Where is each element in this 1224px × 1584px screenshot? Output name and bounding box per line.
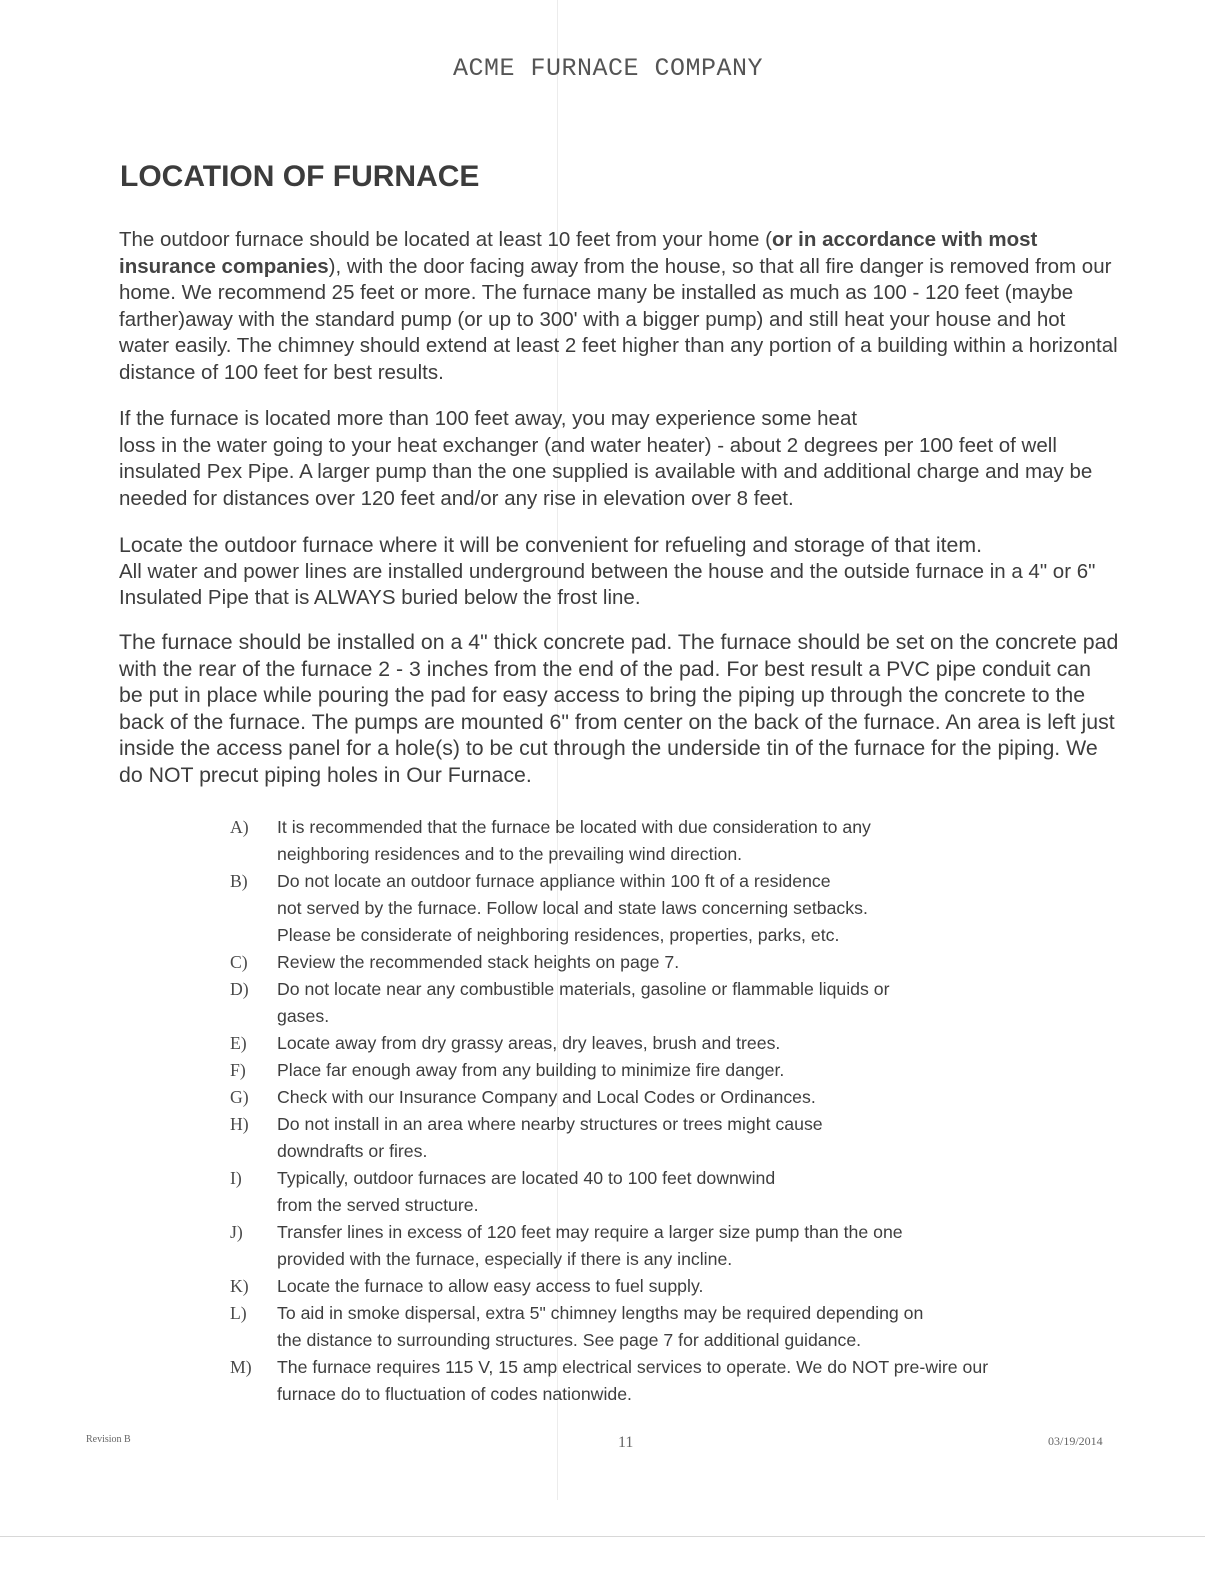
list-item-line: neighboring residences and to the prevailing wind direction.	[277, 844, 743, 864]
paragraph-2-line-1: If the furnace is located more than 100 feet away, you may experience some heat	[119, 407, 858, 430]
list-item-text	[277, 1354, 1100, 1408]
list-item	[230, 814, 1100, 868]
list-item-text	[277, 1219, 1100, 1273]
list-item-marker: A)	[230, 817, 249, 837]
list-item-text	[277, 1030, 1100, 1057]
list-item-text	[277, 868, 1100, 949]
list-item-marker: I)	[230, 1168, 242, 1188]
list-item-marker: K)	[230, 1276, 249, 1296]
list-item-text	[277, 1273, 1100, 1300]
list-item-line: Place far enough away from any building to minimize fire danger.	[277, 1060, 785, 1080]
list-item-marker: C)	[230, 952, 248, 972]
list-item-text	[277, 1084, 1100, 1111]
list-item-text	[277, 814, 1100, 868]
list-item-line: downdrafts or fires.	[277, 1141, 428, 1161]
list-item-line: Do not install in an area where nearby structures or trees might cause	[277, 1114, 823, 1134]
list-item	[230, 1273, 1100, 1300]
list-item	[230, 949, 1100, 976]
list-item-line: It is recommended that the furnace be located with due consideration to any	[277, 817, 871, 837]
paragraph-4: The furnace should be installed on a 4" thick concrete pad. The furnace should be set on the concrete pad with the rear of the furnace 2 - 3 inches from the end of the pad. For best result a PVC pipe conduit can be put in place while pouring the pad for easy access to bring the piping up through the concrete to the back of the furnace. The pumps are mounted 6" from center on the back of the furnace. An area is left just inside the access panel for a hole(s) to be cut through the underside tin of the furnace for the piping. We do NOT precut piping holes in Our Furnace.	[119, 630, 1119, 787]
paragraph-1	[119, 227, 1119, 387]
list-item-text	[277, 949, 1100, 976]
company-header: ACME FURNACE COMPANY	[452, 54, 764, 83]
list-item-line: To aid in smoke dispersal, extra 5" chimney lengths may be required depending on	[277, 1303, 924, 1323]
footer-date: 03/19/2014	[1048, 1434, 1103, 1448]
footer-page-number: 11	[618, 1434, 634, 1451]
list-item	[230, 1030, 1100, 1057]
guideline-list	[230, 814, 1100, 1408]
list-item-line: provided with the furnace, especially if there is any incline.	[277, 1249, 733, 1269]
list-item-marker: B)	[230, 871, 248, 891]
list-item-marker: F)	[230, 1060, 246, 1080]
list-item-marker: M)	[230, 1357, 252, 1377]
list-item-line: Transfer lines in excess of 120 feet may require a larger size pump than the one	[277, 1222, 903, 1242]
list-item-line: furnace do to fluctuation of codes nationwide.	[277, 1384, 632, 1404]
page-title: LOCATION OF FURNACE	[120, 160, 480, 193]
list-item	[230, 1111, 1100, 1165]
list-item-text	[277, 1057, 1100, 1084]
list-item-line: Do not locate near any combustible materials, gasoline or flammable liquids or	[277, 979, 890, 999]
list-item-line: Review the recommended stack heights on page 7.	[277, 952, 680, 972]
list-item-line: from the served structure.	[277, 1195, 479, 1215]
paragraph-3-lead: Locate the outdoor furnace where it will be convenient for refueling and storage of that item.	[119, 533, 983, 557]
list-item-line: Check with our Insurance Company and Local Codes or Ordinances.	[277, 1087, 816, 1107]
list-item-line: Do not locate an outdoor furnace appliance within 100 ft of a residence	[277, 871, 831, 891]
list-item-line: Please be considerate of neighboring residences, properties, parks, etc.	[277, 925, 840, 945]
list-item	[230, 1219, 1100, 1273]
list-item-marker: J)	[230, 1222, 243, 1242]
list-item-line: Locate the furnace to allow easy access to fuel supply.	[277, 1276, 704, 1296]
list-item	[230, 1354, 1100, 1408]
list-item-line: the distance to surrounding structures. See page 7 for additional guidance.	[277, 1330, 862, 1350]
paragraph-3	[119, 532, 1119, 612]
list-item-line: Typically, outdoor furnaces are located 40 to 100 feet downwind	[277, 1168, 776, 1188]
list-item	[230, 868, 1100, 949]
list-item-line: The furnace requires 115 V, 15 amp electrical services to operate. We do NOT pre-wire our	[277, 1357, 989, 1377]
list-item-text	[277, 1165, 1100, 1219]
list-item-line: gases.	[277, 1006, 330, 1026]
list-item	[230, 1300, 1100, 1354]
list-item	[230, 976, 1100, 1030]
paragraph-1-text-c: ), with the door facing away from the house, so that all fire danger is removed from our home. We recommend 25 feet or more. The furnace many be installed as much as 100 - 120 feet (maybe farther)away with the standard pump (or up to 300' with a bigger pump) and still heat your house and hot water easily. The chimney should extend at least 2 feet higher than any portion of a building within a horizontal distance of 100 feet for best results.	[119, 254, 1118, 384]
list-item-marker: H)	[230, 1114, 249, 1134]
list-item-text	[277, 1111, 1100, 1165]
list-item-line: Locate away from dry grassy areas, dry leaves, brush and trees.	[277, 1033, 781, 1053]
footer-revision: Revision B	[86, 1434, 131, 1445]
list-item-marker: E)	[230, 1033, 247, 1053]
list-item	[230, 1057, 1100, 1084]
paragraph-3-rest: All water and power lines are installed underground between the house and the outside furnace in a 4" or 6" Insulated Pipe that is ALWAYS buried below the frost line.	[119, 559, 1096, 610]
list-item-marker: L)	[230, 1303, 247, 1323]
paragraph-1-bold: or in accordance with most insurance companies	[119, 228, 1038, 278]
paragraph-1-text-a: The outdoor furnace should be located at least 10 feet from your home (	[119, 228, 772, 251]
scan-edge-line	[0, 1536, 1205, 1537]
list-item	[230, 1084, 1100, 1111]
list-item-text	[277, 1300, 1100, 1354]
list-item	[230, 1165, 1100, 1219]
paragraph-2	[119, 406, 1119, 512]
list-item-line: not served by the furnace. Follow local and state laws concerning setbacks.	[277, 898, 868, 918]
list-item-marker: G)	[230, 1087, 249, 1107]
paragraph-2-line-2: loss in the water going to your heat exchanger (and water heater) - about 2 degrees per 100 feet of well insulated Pex Pipe. A larger pump than the one supplied is available with and additional charge and may be needed for distances over 120 feet and/or any rise in elevation over 8 feet.	[119, 433, 1093, 510]
list-item-marker: D)	[230, 979, 249, 999]
list-item-text	[277, 976, 1100, 1030]
